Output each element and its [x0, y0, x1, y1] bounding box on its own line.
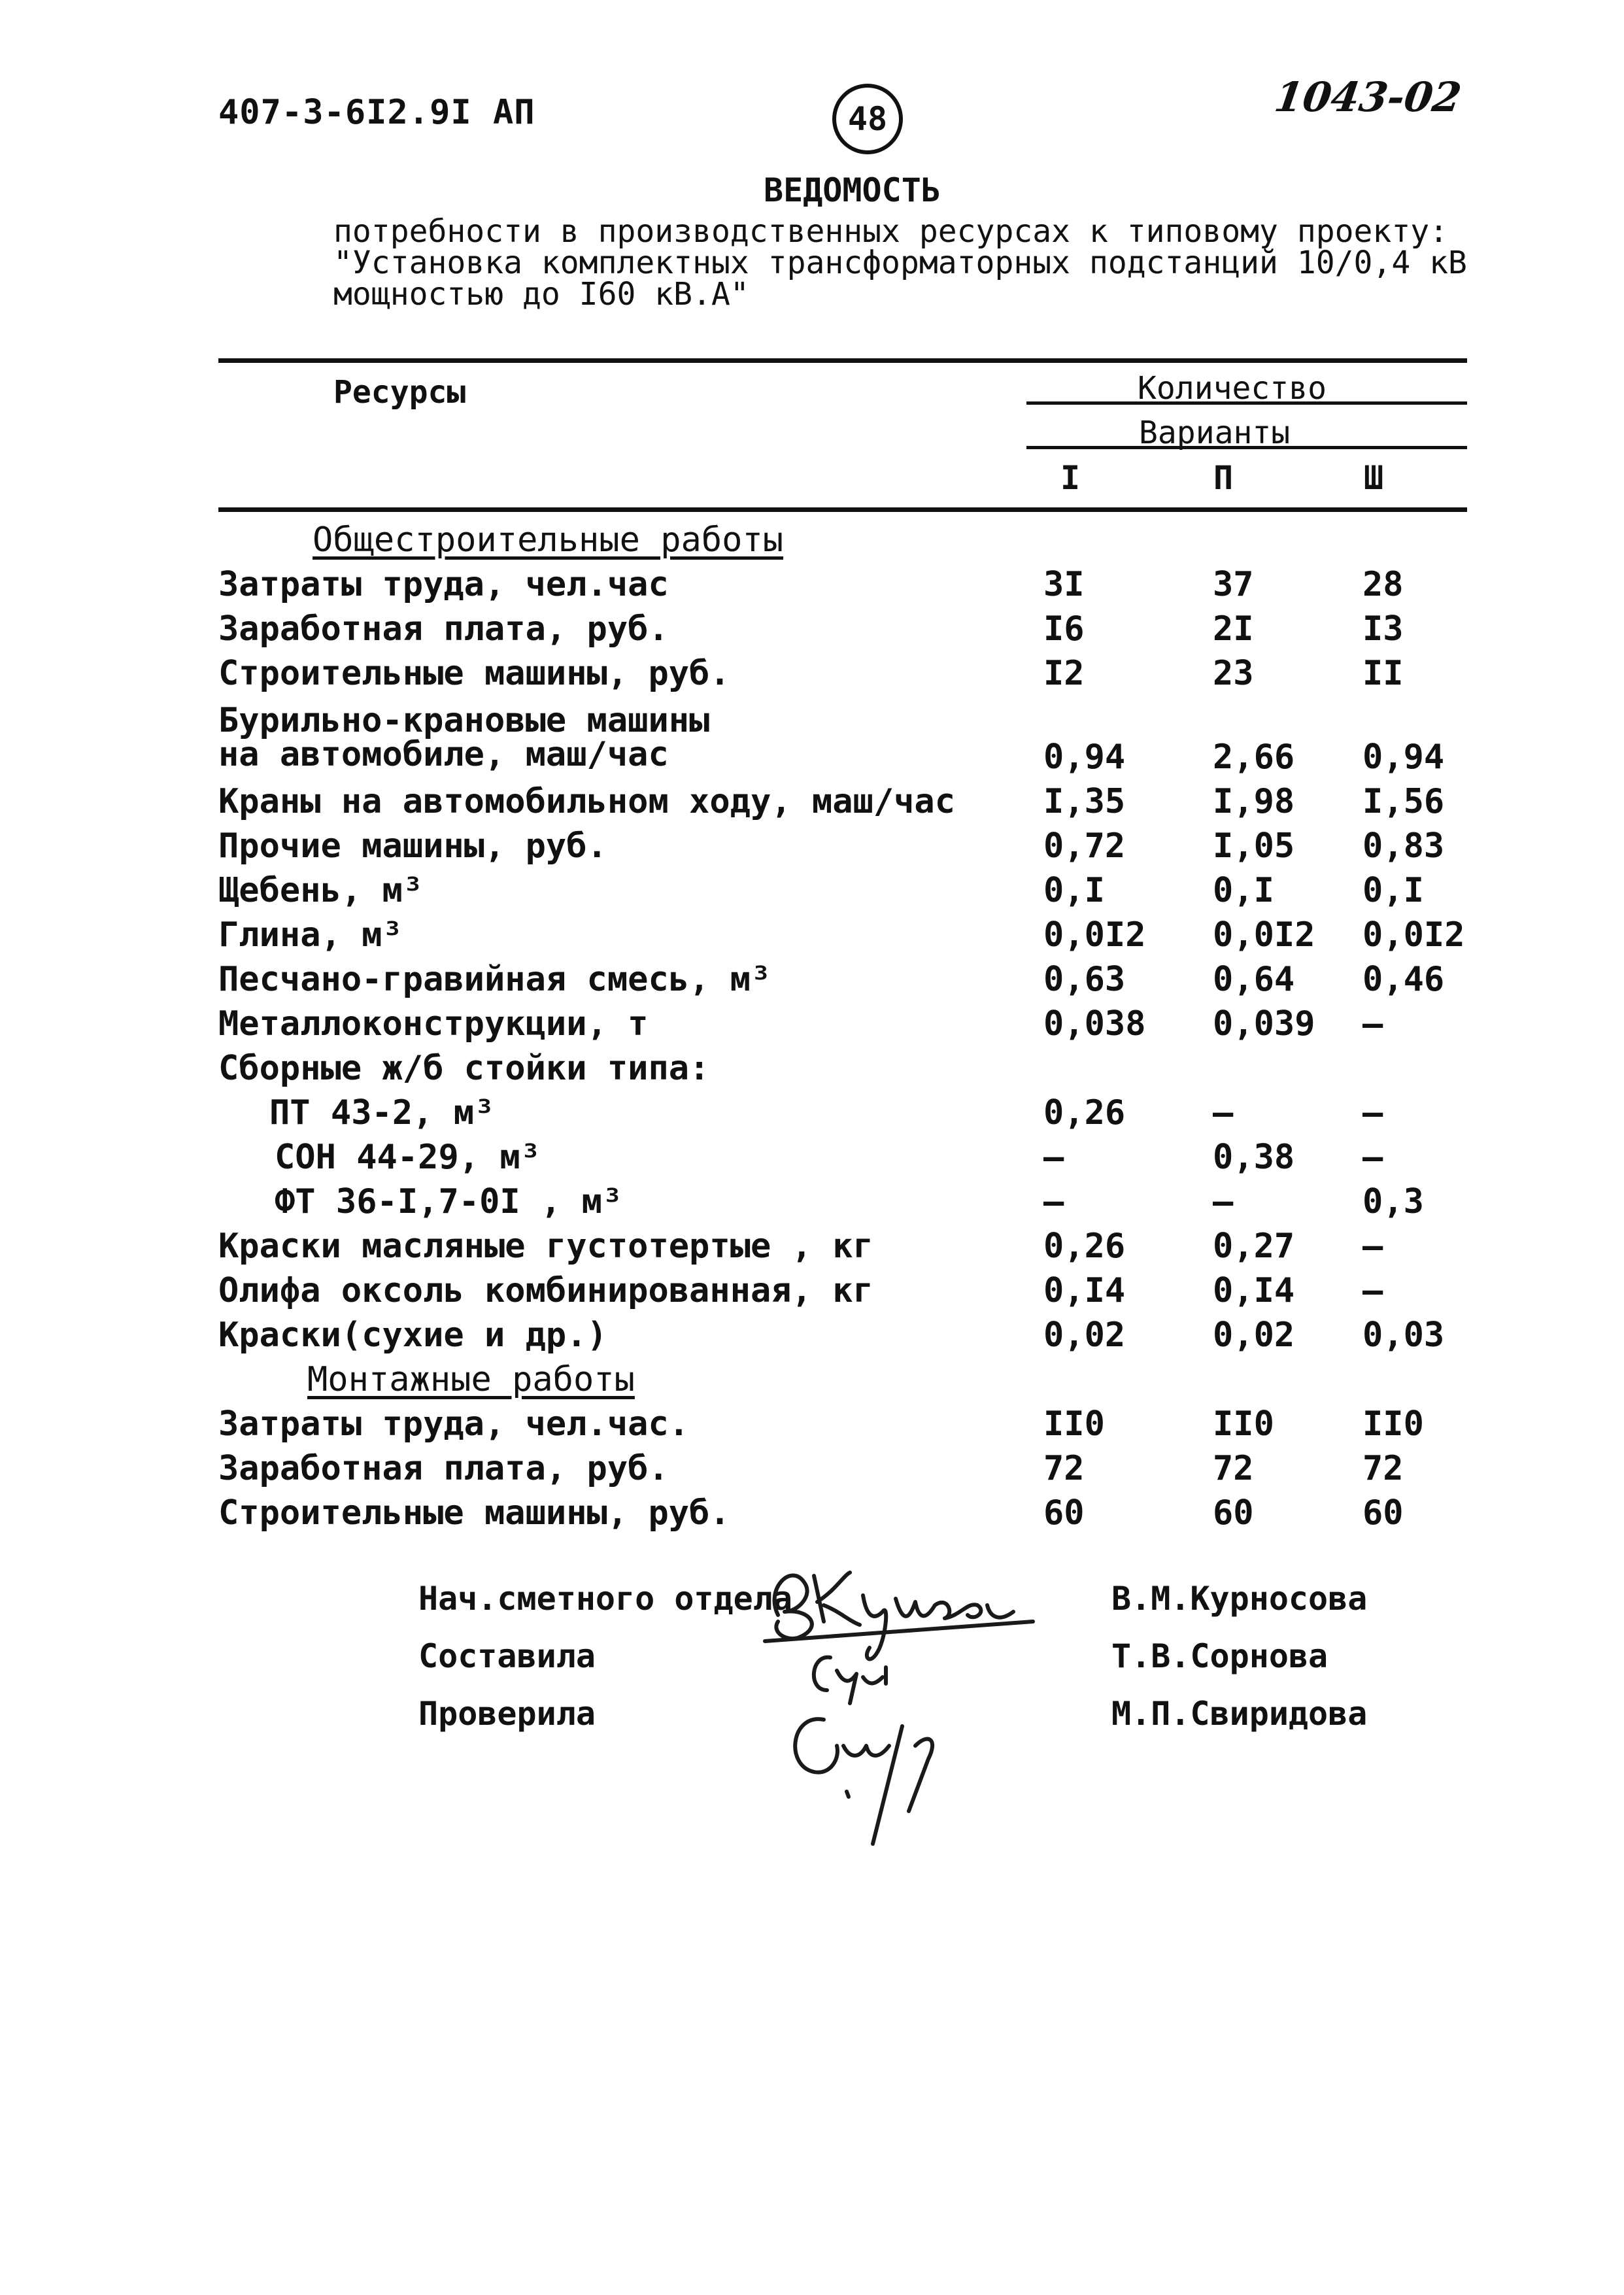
resource-name: Прочие машины, руб.	[218, 826, 607, 866]
value-variant-2: I,98	[1213, 782, 1295, 821]
table-row	[0, 1138, 1624, 1182]
column-header-quantity: Количество	[1138, 370, 1327, 407]
value-variant-3: 0,03	[1362, 1316, 1445, 1355]
value-variant-2: 2I	[1213, 609, 1254, 649]
value-variant-1: 0,I	[1043, 871, 1105, 910]
value-variant-1: 0,I4	[1043, 1271, 1126, 1310]
table-row	[0, 609, 1624, 654]
value-variant-1: –	[1043, 1182, 1064, 1221]
resource-name-line-2: на автомобиле, маш/час	[218, 735, 669, 774]
section-title: Монтажные работы	[307, 1360, 635, 1399]
resource-name: Металлоконструкции, т	[218, 1004, 649, 1044]
value-variant-2: 0,27	[1213, 1227, 1295, 1266]
signature-stroke-4	[896, 1599, 1013, 1618]
table-row	[0, 871, 1624, 915]
resource-name: СОН 44-29, м³	[275, 1138, 541, 1177]
value-variant-3: –	[1362, 1004, 1383, 1044]
signature-stroke-5	[814, 1658, 886, 1703]
table-row	[0, 1493, 1624, 1538]
value-variant-2: 37	[1213, 565, 1254, 604]
value-variant-2: 0,02	[1213, 1316, 1295, 1355]
value-variant-1: 60	[1043, 1493, 1085, 1533]
value-variant-3: –	[1362, 1227, 1383, 1266]
value-variant-3: 72	[1362, 1449, 1404, 1488]
value-variant-3: 0,83	[1362, 826, 1445, 866]
resource-name: Краски(сухие и др.)	[218, 1316, 607, 1355]
signature-name-compiled: Т.В.Сорнова	[1111, 1637, 1328, 1675]
section-row-general-construction	[0, 520, 1624, 565]
table-row	[0, 826, 1624, 871]
value-variant-2: 60	[1213, 1493, 1254, 1533]
signature-stroke-3	[863, 1595, 886, 1659]
table-row	[0, 654, 1624, 698]
resource-name: Щебень, м³	[218, 871, 424, 910]
handwritten-document-number: 1043-02	[1271, 73, 1464, 121]
value-variant-3: 28	[1362, 565, 1404, 604]
resource-name: Заработная плата, руб.	[218, 1449, 669, 1488]
value-variant-3: –	[1362, 1093, 1383, 1132]
table-row	[0, 1227, 1624, 1271]
value-variant-1: 0,02	[1043, 1316, 1126, 1355]
value-variant-1: II0	[1043, 1404, 1105, 1444]
table-row	[0, 1404, 1624, 1449]
resource-name: Глина, м³	[218, 915, 403, 955]
signature-underline-1	[765, 1622, 1033, 1641]
table-row	[0, 1093, 1624, 1138]
signature-stroke-2	[814, 1572, 860, 1625]
value-variant-1: 0,63	[1043, 960, 1126, 999]
value-variant-3: –	[1362, 1271, 1383, 1310]
table-top-rule	[218, 358, 1467, 363]
signature-stroke-6	[795, 1719, 889, 1773]
signature-role-compiled: Составила	[418, 1637, 596, 1675]
table-row	[0, 1049, 1624, 1093]
resource-name: Краны на автомобильном ходу, маш/час	[218, 782, 956, 821]
value-variant-3: 0,0I2	[1362, 915, 1465, 955]
signature-role-checked: Проверила	[418, 1695, 596, 1733]
value-variant-2: 0,I	[1213, 871, 1274, 910]
resource-name: Строительные машины, руб.	[218, 1493, 730, 1533]
variant-label-3: Ш	[1364, 459, 1384, 497]
value-variant-2: 0,0I2	[1213, 915, 1315, 955]
value-variant-2: 2,66	[1213, 738, 1295, 777]
value-variant-3: 0,I	[1362, 871, 1424, 910]
table-row	[0, 1271, 1624, 1316]
section-title: Общестроительные работы	[313, 520, 784, 560]
value-variant-3: 60	[1362, 1493, 1404, 1533]
value-variant-2: 0,38	[1213, 1138, 1295, 1177]
value-variant-1: 0,26	[1043, 1227, 1126, 1266]
value-variant-2: I,05	[1213, 826, 1295, 866]
document-subtitle	[333, 213, 1467, 313]
resource-name: Затраты труда, чел.час	[218, 565, 669, 604]
value-variant-2: –	[1213, 1182, 1234, 1221]
value-variant-1: 0,26	[1043, 1093, 1126, 1132]
signature-name-head: В.М.Курносова	[1111, 1580, 1368, 1618]
signature-stroke-1	[775, 1576, 812, 1639]
table-row	[0, 960, 1624, 1004]
value-variant-2: 0,64	[1213, 960, 1295, 999]
resource-name: Олифа оксоль комбинированная, кг	[218, 1271, 873, 1310]
resource-name-line-1: Бурильно-крановые машины	[218, 701, 710, 740]
resource-name: Сборные ж/б стойки типа:	[218, 1049, 710, 1088]
value-variant-1: 3I	[1043, 565, 1085, 604]
resource-name: ПТ 43-2, м³	[269, 1093, 495, 1132]
value-variant-3: 0,3	[1362, 1182, 1424, 1221]
value-variant-1: I6	[1043, 609, 1085, 649]
value-variant-1: I2	[1043, 654, 1085, 693]
table-row	[0, 915, 1624, 960]
resource-name	[218, 701, 710, 774]
table-row	[0, 1004, 1624, 1049]
column-header-variants: Варианты	[1139, 415, 1291, 451]
value-variant-1: 0,94	[1043, 738, 1126, 777]
signature-role-head: Нач.сметного отдела	[418, 1580, 792, 1618]
value-variant-3: I,56	[1362, 782, 1445, 821]
table-row	[0, 565, 1624, 609]
value-variant-3: 0,46	[1362, 960, 1445, 999]
value-variant-2: –	[1213, 1093, 1234, 1132]
table-row	[0, 782, 1624, 826]
resource-name: Строительные машины, руб.	[218, 654, 730, 693]
value-variant-2: 23	[1213, 654, 1254, 693]
section-row-installation	[0, 1360, 1624, 1404]
value-variant-3: II	[1362, 654, 1404, 693]
value-variant-3: 0,94	[1362, 738, 1445, 777]
resource-name: Затраты труда, чел.час.	[218, 1404, 690, 1444]
subtitle-line-3: мощностью до I60 кВ.А"	[333, 276, 749, 313]
table-row	[0, 1316, 1624, 1360]
column-header-resources: Ресурсы	[333, 374, 466, 411]
table-row	[0, 1182, 1624, 1227]
table-row	[0, 701, 1624, 782]
value-variant-1: 0,038	[1043, 1004, 1146, 1044]
resource-name: Песчано-гравийная смесь, м³	[218, 960, 771, 999]
table-row	[0, 1449, 1624, 1493]
value-variant-1: –	[1043, 1138, 1064, 1177]
value-variant-1: 0,0I2	[1043, 915, 1146, 955]
value-variant-3: II0	[1362, 1404, 1424, 1444]
resource-name: Краски масляные густотертые , кг	[218, 1227, 873, 1266]
value-variant-2: 0,I4	[1213, 1271, 1295, 1310]
value-variant-1: I,35	[1043, 782, 1126, 821]
variant-label-1: I	[1060, 459, 1081, 497]
value-variant-3: –	[1362, 1138, 1383, 1177]
document-title: ВЕДОМОСТЬ	[764, 171, 941, 209]
resource-name: Заработная плата, руб.	[218, 609, 669, 649]
signature-stroke-7	[873, 1726, 932, 1844]
value-variant-2: II0	[1213, 1404, 1274, 1444]
subtitle-line-2: "Установка комплектных трансформаторных подстанций 10/0,4 кВ	[333, 245, 1467, 281]
value-variant-1: 0,72	[1043, 826, 1126, 866]
signature-stroke-8	[847, 1792, 849, 1797]
page-number-circle: 48	[832, 84, 903, 154]
handwritten-signatures	[752, 1550, 1118, 1850]
resource-name: ФТ 36-I,7-0I , м³	[275, 1182, 623, 1221]
value-variant-3: I3	[1362, 609, 1404, 649]
document-code: 407-3-6I2.9I АП	[218, 93, 535, 132]
subtitle-line-1: потребности в производственных ресурсах к типовому проекту:	[333, 213, 1449, 250]
table-header-bottom-rule	[218, 507, 1467, 512]
value-variant-2: 72	[1213, 1449, 1254, 1488]
value-variant-1: 72	[1043, 1449, 1085, 1488]
value-variant-2: 0,039	[1213, 1004, 1315, 1044]
variant-label-2: П	[1213, 459, 1234, 497]
signature-name-checked: М.П.Свиридова	[1111, 1695, 1368, 1733]
